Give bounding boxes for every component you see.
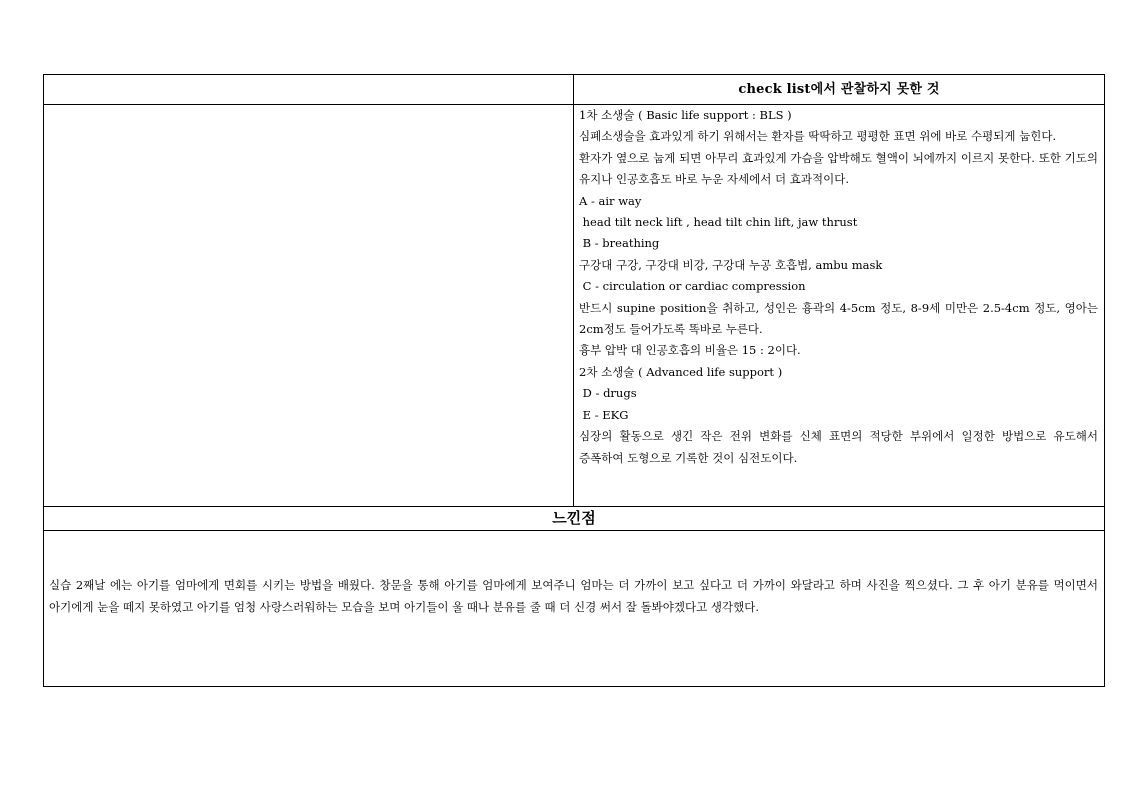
content-line: C - circulation or cardiac compression xyxy=(579,279,806,294)
content-line: E - EKG xyxy=(579,407,629,422)
reflection-cell xyxy=(44,531,1105,687)
table-content-row xyxy=(44,105,1105,507)
table-header-row xyxy=(44,75,1105,105)
content-line: 환자가 옆으로 눕게 되면 아무리 효과있게 가슴을 압박해도 혈액이 뇌에까지 이르지 못한다. 또한 기도의 유지나 인공호흡도 바로 누운 자세에서 더 효과적이다. xyxy=(579,150,1098,187)
content-line: 흉부 압박 대 인공호흡의 비율은 15 : 2이다. xyxy=(579,343,801,358)
reflection-text: 실습 2째날 에는 아기를 엄마에게 면회를 시키는 방법을 배웠다. 창문을 통해 아기를 엄마에게 보여주니 엄마는 더 가까이 보고 싶다고 더 가까이 와달라고 하며 사진을 찍으셨다. 그 후 아기 분유를 먹이면서 아기에게 눈을 떼지 못하였고 아기를 엄청 사랑스러워하는 모습을 보며 아기들이 울 때나 분유를 줄 때 더 신경 써서 잘 돌봐야겠다고 생각했다. xyxy=(49,578,1098,614)
content-line: D - drugs xyxy=(579,386,637,401)
reflection-row xyxy=(44,531,1105,687)
section-title-cell xyxy=(44,507,1105,531)
header-right-label: check list에서 관찰하지 못한 것 xyxy=(738,82,940,97)
section-title-row xyxy=(44,507,1105,531)
content-line: 2차 소생술 ( Advanced life support ) xyxy=(579,364,783,379)
unobserved-items-text xyxy=(574,105,1104,469)
content-line: head tilt neck lift , head tilt chin lift, jaw thrust xyxy=(579,215,858,230)
content-line: 구강대 구강, 구강대 비강, 구강대 누공 호흡법, ambu mask xyxy=(579,257,883,272)
content-right-cell xyxy=(574,105,1105,507)
section-title: 느낀점 xyxy=(552,509,596,527)
content-line: 반드시 supine position을 취하고, 성인은 흉곽의 4-5cm 정도, 8-9세 미만은 2.5-4cm 정도, 영아는 2cm정도 들어가도록 똑바로 누른다. xyxy=(579,300,1098,337)
checklist-table xyxy=(43,74,1105,687)
content-left-cell xyxy=(44,105,574,507)
content-line: A - air way xyxy=(579,193,642,208)
content-line: 심폐소생술을 효과있게 하기 위해서는 환자를 딱딱하고 평평한 표면 위에 바로 수평되게 눕힌다. xyxy=(579,129,1057,144)
header-left-cell xyxy=(44,75,574,105)
header-right-cell xyxy=(574,75,1105,105)
content-line: B - breathing xyxy=(579,236,660,251)
content-line: 1차 소생술 ( Basic life support : BLS ) xyxy=(579,108,792,122)
content-line: 심장의 활동으로 생긴 작은 전위 변화를 신체 표면의 적당한 부위에서 일정한 방법으로 유도해서 증폭하여 도형으로 기록한 것이 심전도이다. xyxy=(579,429,1098,465)
